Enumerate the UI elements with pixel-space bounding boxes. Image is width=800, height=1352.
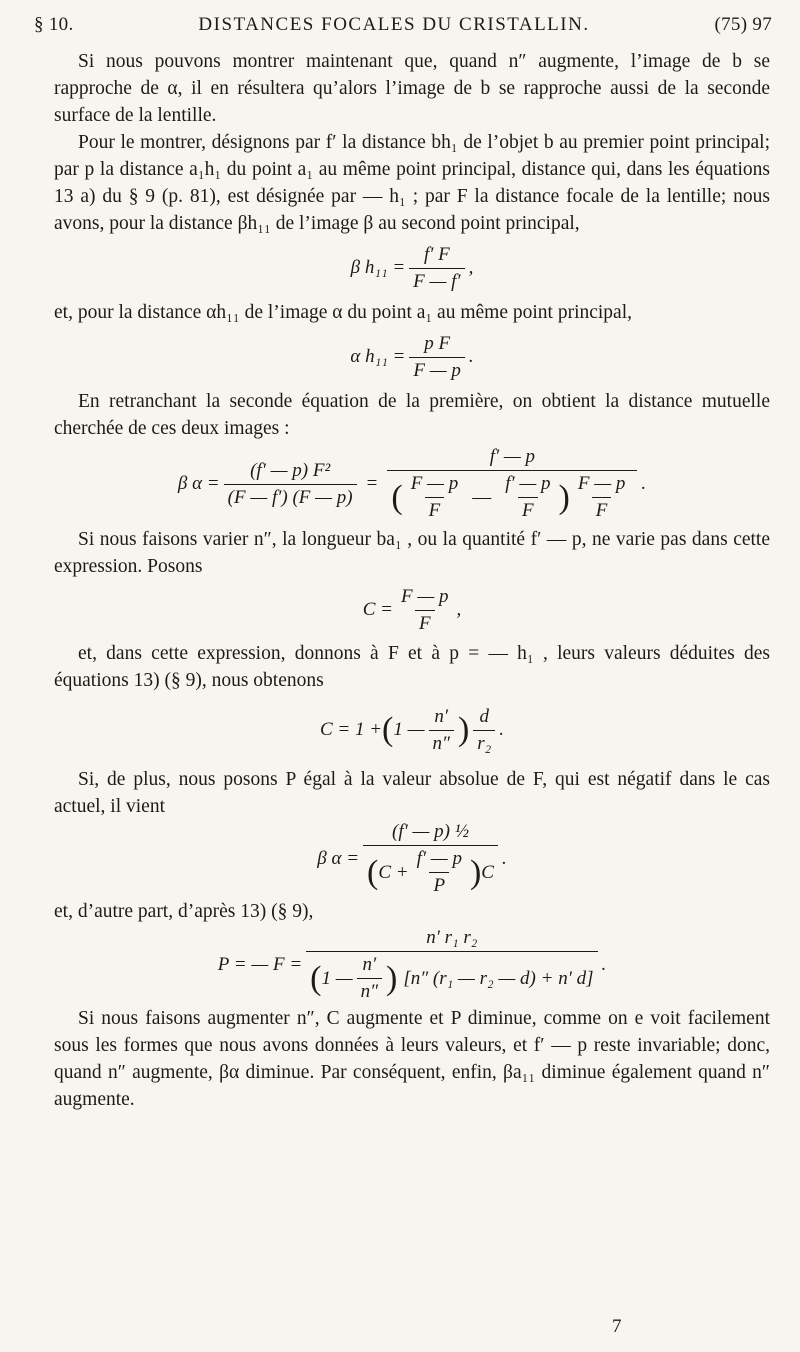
eq7-tail: . (601, 954, 607, 975)
eq3-num1: (f′ — p) F² (250, 459, 331, 481)
eq3-inner2-num: f′ — p (505, 473, 551, 494)
paragraph-1: Si nous pouvons montrer maintenant que, quand n″ augmente, l’image de b se rapproche de α, il en résultera qu’alors l’image de b se rapproche aussi de la seconde surface de la lentille. (54, 51, 770, 126)
eq3-outer-frac (574, 473, 630, 522)
eq1-lhs: β h₁₁ = (350, 257, 406, 278)
eq7-fraction (306, 927, 597, 1003)
eq2-den: F — p (409, 357, 465, 382)
eq5-inner: 1 — (393, 719, 425, 740)
eq5-d-num: d (479, 705, 490, 727)
eq5-ratio (429, 706, 454, 755)
eq2-fraction (409, 333, 465, 382)
paragraph-8: et, d’autre part, d’après 13) (§ 9), (54, 901, 314, 922)
eq5-ratio-den: n″ (429, 730, 454, 755)
equation-1 (54, 237, 770, 299)
equation-4 (54, 580, 770, 640)
eq3-lhs: β α = (177, 473, 220, 494)
eq3-tail: . (641, 473, 647, 494)
eq7-inner-frac (357, 954, 382, 1003)
signature-mark: 7 (612, 1316, 622, 1337)
eq6-inner-den: P (429, 872, 449, 897)
eq3-inner-frac-1 (407, 473, 463, 522)
eq6-den: ( C + $\frac{f' — p}{P}$ ) C (363, 845, 498, 897)
eq6-fraction (363, 821, 498, 897)
paragraph-4: En retranchant la seconde équation de la première, on obtient la distance mutuelle cherchée de ces deux images : (54, 391, 770, 439)
eq6-num: (f′ — p) ½ (392, 821, 469, 842)
equation-2 (54, 326, 770, 388)
eq7-den-part1: 1 — (321, 967, 353, 989)
page-body (54, 48, 770, 1113)
eq7-num: n′ r₁ r₂ (426, 927, 478, 948)
eq3-inner1-den: F (425, 497, 445, 522)
eq7-lhs: P = — F = (217, 954, 303, 975)
eq5-tail: . (499, 719, 505, 740)
eq3-inner-frac-2 (501, 473, 554, 522)
eq5-ratio-num: n′ (434, 705, 449, 727)
eq3-outer-den: F (592, 497, 612, 522)
eq6-inner-num: f′ — p (416, 848, 462, 869)
running-title: DISTANCES FOCALES DU CRISTALLIN. (198, 14, 590, 35)
running-header (34, 14, 772, 36)
eq5-lhs: C = 1 + (319, 719, 383, 740)
eq6-tail: . (501, 848, 507, 869)
eq7-inner-num: n′ (362, 954, 377, 975)
paragraph-3: et, pour la distance αh₁₁ de l’image α du point a₁ au même point principal, (54, 302, 633, 323)
eq7-den-part2: [n″ (r₁ — r₂ — d) + n′ d] (403, 967, 594, 989)
eq6-den-pre: C + (378, 861, 409, 883)
eq5-d-over-r (473, 706, 495, 755)
paragraph-6: et, dans cette expression, donnons à F et à p = — h₁ , leurs valeurs déduites des équations 13) (§ 9), nous obtenons (54, 643, 770, 691)
eq3-den2: ( $\frac{F — p}{F}$ — $\frac{f' — p}{F}$ ) $\frac{F — p}{F}$ (387, 470, 637, 522)
eq3-fraction-1 (224, 460, 357, 509)
eq6-den-post: C (481, 861, 494, 883)
page-number: (75) 97 (714, 14, 772, 35)
paragraph-9: Si nous faisons augmenter n″, C augmente et P diminue, comme on e voit facilement sous les formes que nous avons données à leurs valeurs, et f′ — p reste invariable; donc, quand n″ augmente, βα diminue. Par conséquent, enfin, βa₁₁ diminue également quand n″ augmente. (54, 1008, 770, 1110)
paragraph-7: Si, de plus, nous posons P égal à la valeur absolue de F, qui est négatif dans le cas actuel, il vient (54, 769, 770, 817)
eq4-tail: , (456, 599, 462, 620)
eq3-outer-num: F — p (577, 473, 626, 494)
equation-6 (54, 820, 770, 898)
eq1-tail: , (468, 257, 474, 278)
section-number: § 10. (34, 14, 74, 35)
eq4-lhs: C = (362, 599, 393, 620)
eq2-num: p F (424, 332, 451, 354)
eq2-tail: . (468, 346, 474, 367)
eq6-lhs: β α = (317, 848, 360, 869)
paragraph-5: Si nous faisons varier n″, la longueur ba₁ , ou la quantité f′ — p, ne varie pas dans cette expression. Posons (54, 529, 770, 577)
eq3-num2: f′ — p (489, 446, 536, 467)
eq3-inner2-den: F (518, 497, 538, 522)
eq2-lhs: α h₁₁ = (350, 346, 406, 367)
equation-3: β α = $\frac{\text{(f′ — p) F²}}{(F — f') (F — p)}$ = f′ — p ( $\frac{F — p}{F}$ — $\frac{f' — p}{F}$ ) $\frac{F — p}{F}$ . (177, 446, 647, 521)
eq3-inner1-num: F — p (410, 473, 459, 494)
eq3-fraction-2 (387, 446, 637, 522)
equation-5: C = 1 + ( 1 — $\frac{n'}{n''}$ ) $\frac{d}{\text{r₂}}$ . (319, 705, 505, 754)
eq4-den: F (415, 610, 435, 635)
eq7-inner-den: n″ (357, 978, 382, 1003)
equation-7 (54, 925, 770, 1005)
eq4-num: F — p (401, 585, 449, 607)
eq4-fraction (397, 586, 453, 635)
eq1-num: f′ F (423, 243, 450, 265)
eq7-den: ( 1 — $\frac{n'}{n''}$ ) [n″ (r₁ — r₂ — d) + n′ d] (306, 951, 597, 1003)
eq1-fraction (409, 244, 464, 293)
eq1-den: F — f′ (409, 268, 464, 293)
eq3-den1: (F — f′) (F — p) (224, 484, 357, 509)
eq6-inner-frac (413, 848, 466, 897)
eq5-d-den: r₂ (473, 730, 495, 755)
paragraph-2: Pour le montrer, désignons par f′ la distance bh₁ de l’objet b au premier point principal; par p la distance a₁h₁ du point a₁ au même point principal, distance qui, dans les équations 13 a) du § 9 (p. 81), est désignée par — h₁ ; par F la distance focale de la lentille; nous avons, pour la distance βh₁₁ de l’image β au second point principal, (54, 132, 770, 234)
